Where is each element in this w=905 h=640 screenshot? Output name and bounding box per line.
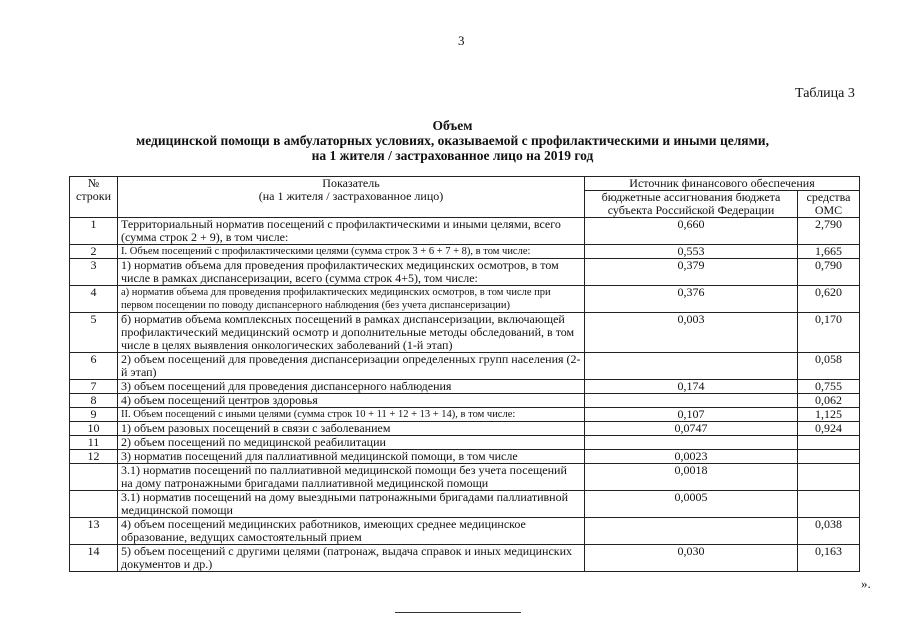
title-line-2: медицинской помощи в амбулаторных условиях, оказываемой с профилактическими и иными целями,: [136, 133, 769, 148]
row-oms-value: [798, 436, 860, 450]
table-row: [70, 491, 860, 518]
table-row: [70, 545, 860, 572]
document-title: [0, 118, 905, 163]
row-oms-value: [798, 464, 860, 491]
row-budget-value: 0,660: [585, 218, 798, 245]
title-line-3: на 1 жителя / застрахованное лицо на 2019 год: [311, 148, 594, 163]
row-indicator: 5) объем посещений с другими целями (патронаж, выдача справок и иных медицинских документов и др.): [118, 545, 585, 572]
row-oms-value: 2,790: [798, 218, 860, 245]
row-number: 10: [70, 422, 118, 436]
row-oms-value: 0,755: [798, 380, 860, 394]
row-indicator: 4) объем посещений центров здоровья: [118, 394, 585, 408]
row-budget-value: 0,0747: [585, 422, 798, 436]
row-indicator: 2) объем посещений по медицинской реабилитации: [118, 436, 585, 450]
row-budget-value: 0,174: [585, 380, 798, 394]
row-oms-value: 0,163: [798, 545, 860, 572]
table-row: [70, 436, 860, 450]
row-number: 6: [70, 353, 118, 380]
row-budget-value: 0,0023: [585, 450, 798, 464]
row-number: [70, 491, 118, 518]
header-oms: средства ОМС: [798, 191, 860, 218]
row-indicator: Территориальный норматив посещений с профилактическими и иными целями, всего (сумма строк 2 + 9), в том числе:: [118, 218, 585, 245]
table-row: [70, 245, 860, 259]
row-number: 4: [70, 286, 118, 313]
row-indicator: б) норматив объема комплексных посещений в рамках диспансеризации, включающей профилактический медицинский осмотр и дополнительные методы обследований, в том числе в целях выявления онкологических заболеваний (1-й этап): [118, 313, 585, 353]
row-indicator: II. Объем посещений с иными целями (сумма строк 10 + 11 + 12 + 13 + 14), в том числе:: [118, 408, 585, 422]
table-row: [70, 518, 860, 545]
row-budget-value: 0,030: [585, 545, 798, 572]
table-row: [70, 380, 860, 394]
volume-table: [69, 176, 860, 572]
header-funding-source: Источник финансового обеспечения: [585, 177, 860, 191]
table-row: [70, 408, 860, 422]
row-oms-value: 0,058: [798, 353, 860, 380]
row-budget-value: 0,0018: [585, 464, 798, 491]
table-row: [70, 353, 860, 380]
row-budget-value: 0,003: [585, 313, 798, 353]
table-label: Таблица 3: [795, 86, 855, 101]
row-oms-value: [798, 450, 860, 464]
row-budget-value: 0,553: [585, 245, 798, 259]
title-line-1: Объем: [432, 118, 473, 133]
footer-divider: [395, 612, 521, 613]
header-budget: бюджетные ассигнования бюджета субъекта Российской Федерации: [585, 191, 798, 218]
table-row: [70, 259, 860, 286]
row-indicator: 2) объем посещений для проведения диспансеризации определенных групп населения (2-й этап): [118, 353, 585, 380]
row-number: 3: [70, 259, 118, 286]
row-number: 2: [70, 245, 118, 259]
row-indicator: 3.1) норматив посещений по паллиативной медицинской помощи без учета посещений на дому патронажными бригадами паллиативной медицинской помощи: [118, 464, 585, 491]
row-oms-value: 0,170: [798, 313, 860, 353]
row-budget-value: [585, 394, 798, 408]
row-number: 8: [70, 394, 118, 408]
row-oms-value: 0,924: [798, 422, 860, 436]
row-oms-value: 1,125: [798, 408, 860, 422]
row-indicator: 1) объем разовых посещений в связи с заболеванием: [118, 422, 585, 436]
table-row: [70, 394, 860, 408]
row-indicator: 4) объем посещений медицинских работников, имеющих среднее медицинское образование, ведущих самостоятельный прием: [118, 518, 585, 545]
row-budget-value: 0,376: [585, 286, 798, 313]
row-budget-value: 0,379: [585, 259, 798, 286]
row-oms-value: 1,665: [798, 245, 860, 259]
row-number: 9: [70, 408, 118, 422]
table-row: [70, 450, 860, 464]
closing-quote: ».: [861, 576, 871, 591]
row-number: 14: [70, 545, 118, 572]
table-row: [70, 218, 860, 245]
table-row: [70, 313, 860, 353]
row-number: 11: [70, 436, 118, 450]
row-oms-value: [798, 491, 860, 518]
row-indicator: 3) норматив посещений для паллиативной медицинской помощи, в том числе: [118, 450, 585, 464]
row-indicator: 1) норматив объема для проведения профилактических медицинских осмотров, в том числе в рамках диспансеризации, всего (сумма строк 4+5), том числе:: [118, 259, 585, 286]
row-budget-value: [585, 353, 798, 380]
row-indicator: а) норматив объема для проведения профилактических медицинских осмотров, в том числе при первом посещении по поводу диспансерного наблюдения (без учета диспансеризации): [118, 286, 585, 313]
table-row: [70, 286, 860, 313]
row-indicator: 3.1) норматив посещений на дому выездными патронажными бригадами паллиативной медицинской помощи: [118, 491, 585, 518]
row-budget-value: [585, 518, 798, 545]
row-oms-value: 0,790: [798, 259, 860, 286]
row-indicator: 3) объем посещений для проведения диспансерного наблюдения: [118, 380, 585, 394]
row-budget-value: 0,0005: [585, 491, 798, 518]
row-oms-value: 0,038: [798, 518, 860, 545]
row-indicator: I. Объем посещений с профилактическими целями (сумма строк 3 + 6 + 7 + 8), в том числе:: [118, 245, 585, 259]
table-row: [70, 464, 860, 491]
row-number: 12: [70, 450, 118, 464]
row-budget-value: [585, 436, 798, 450]
row-number: 1: [70, 218, 118, 245]
row-oms-value: 0,620: [798, 286, 860, 313]
header-row-number: № строки: [70, 177, 118, 218]
header-indicator: Показатель (на 1 жителя / застрахованное лицо): [118, 177, 585, 218]
row-number: 13: [70, 518, 118, 545]
row-oms-value: 0,062: [798, 394, 860, 408]
row-number: 5: [70, 313, 118, 353]
table-row: [70, 422, 860, 436]
row-number: [70, 464, 118, 491]
row-budget-value: 0,107: [585, 408, 798, 422]
page-number: 3: [458, 33, 465, 48]
row-number: 7: [70, 380, 118, 394]
